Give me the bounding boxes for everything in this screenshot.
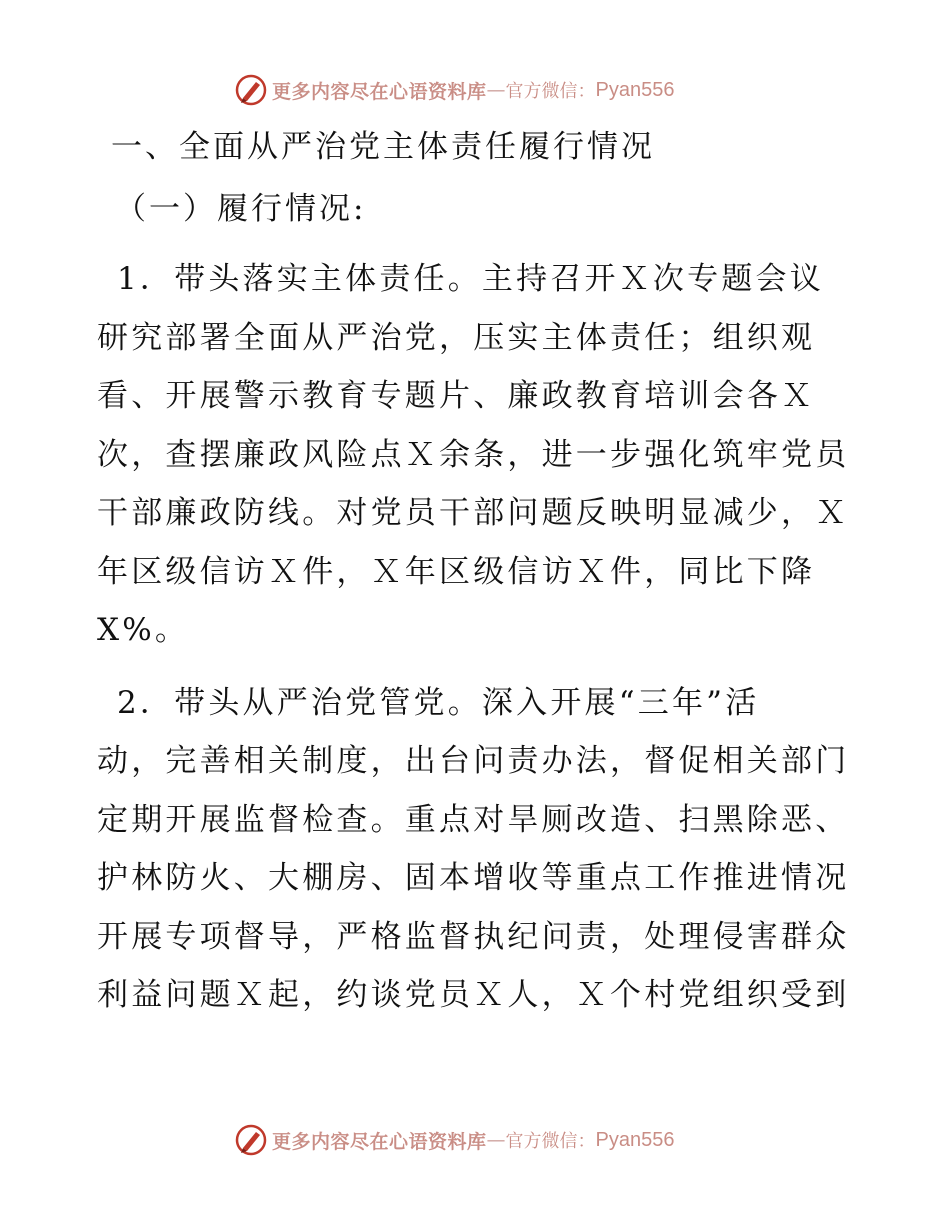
paragraph-line: 干部廉政防线。对党员干部问题反映明显减少，Ｘ bbox=[97, 495, 850, 531]
section-subheading: （一）履行情况: bbox=[115, 191, 367, 227]
paragraph-line: 年区级信访Ｘ件，Ｘ年区级信访Ｘ件，同比下降 bbox=[97, 553, 816, 590]
red-pen-logo-icon bbox=[234, 1123, 268, 1157]
paragraph-line: 次，查摆廉政风险点Ｘ余条，进一步强化筑牢党员 bbox=[97, 436, 850, 473]
watermark-separator: — bbox=[486, 1129, 506, 1151]
watermark-wechat-label: 官方微信： bbox=[505, 1131, 596, 1152]
paragraph-line: X%。 bbox=[97, 612, 190, 648]
paragraph-line: 1．带头落实主体责任。主持召开Ｘ次专题会议 bbox=[117, 261, 824, 297]
paragraph-line: 2．带头从严治党管党。深入开展“三年”活 bbox=[117, 684, 760, 721]
red-pen-logo-icon bbox=[234, 73, 268, 107]
paragraph-2 bbox=[97, 674, 857, 1025]
paragraph-line: 开展专项督导，严格监督执纪问责，处理侵害群众 bbox=[97, 918, 850, 955]
paragraph-line: 定期开展监督检查。重点对旱厕改造、扫黑除恶、 bbox=[97, 801, 850, 838]
watermark-main-text: 更多内容尽在心语资料库 bbox=[272, 1130, 487, 1153]
watermark-wechat-label: 官方微信： bbox=[505, 81, 596, 102]
document-body bbox=[97, 118, 857, 1039]
watermark-wechat-id: Pyan556 bbox=[595, 1128, 675, 1151]
watermark-wechat-id: Pyan556 bbox=[595, 78, 675, 101]
watermark-main-text: 更多内容尽在心语资料库 bbox=[272, 80, 487, 103]
paragraph-line: 研究部署全面从严治党，压实主体责任；组织观 bbox=[97, 319, 816, 356]
paragraph-line: 护林防火、大棚房、固本增收等重点工作推进情况 bbox=[97, 860, 850, 896]
paragraph-line: 利益问题Ｘ起，约谈党员Ｘ人，Ｘ个村党组织受到 bbox=[97, 977, 850, 1013]
paragraph-1 bbox=[97, 250, 857, 660]
footer-watermark bbox=[234, 1120, 674, 1160]
paragraph-line: 动，完善相关制度，出台问责办法，督促相关部门 bbox=[97, 743, 850, 779]
watermark-separator: — bbox=[486, 79, 506, 101]
section-heading: 一、全面从严治党主体责任履行情况 bbox=[111, 129, 655, 165]
header-watermark bbox=[234, 70, 674, 110]
paragraph-line: 看、开展警示教育专题片、廉政教育培训会各Ｘ bbox=[97, 378, 816, 414]
